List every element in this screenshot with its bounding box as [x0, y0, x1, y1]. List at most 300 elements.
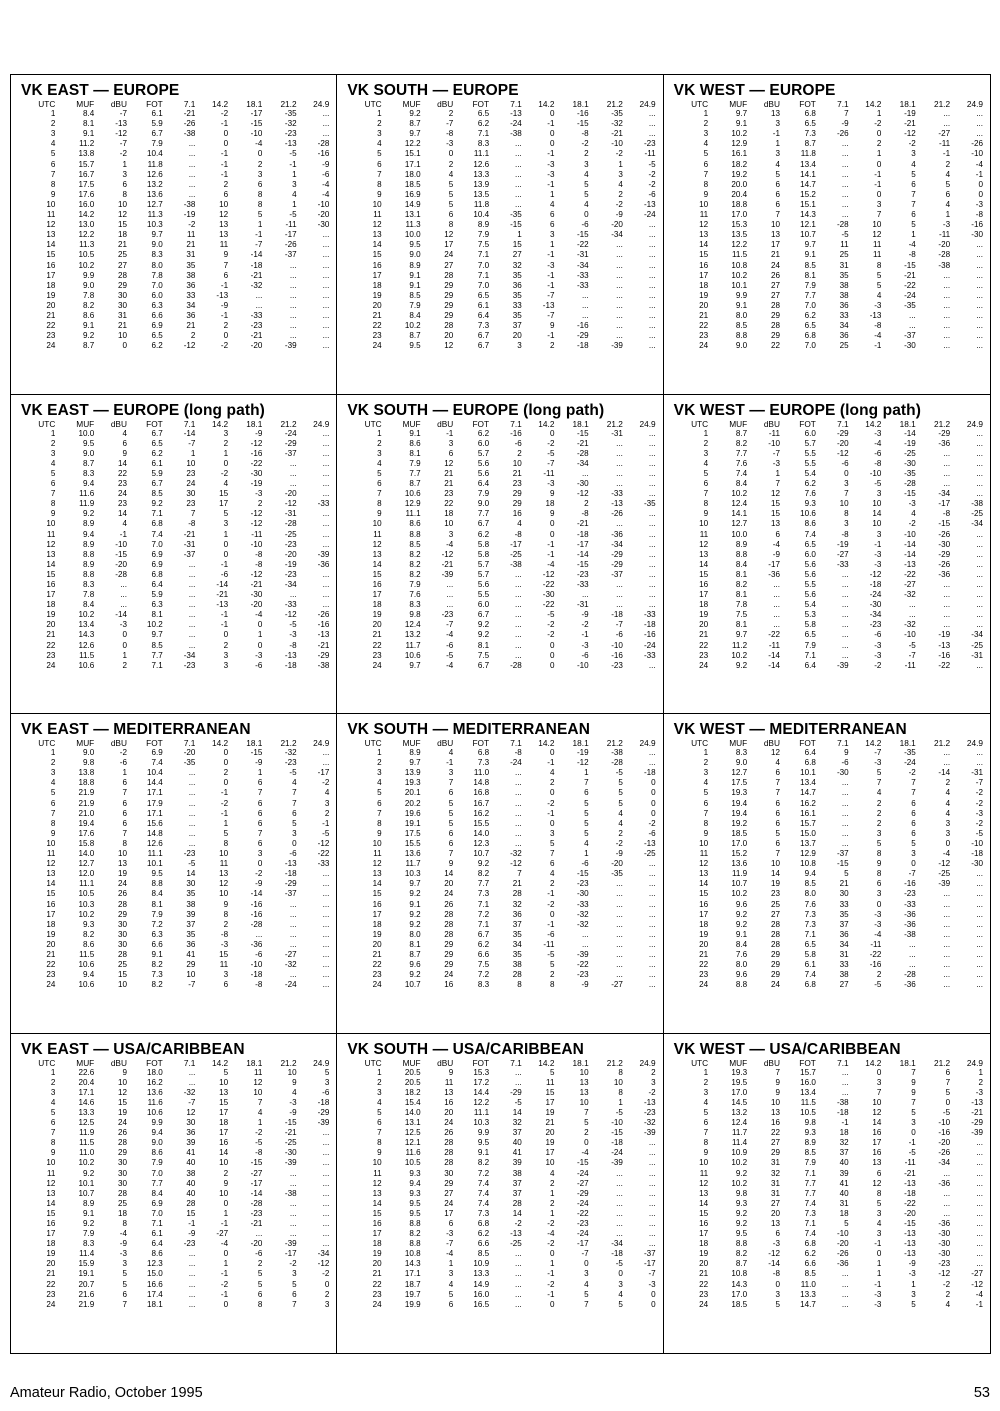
table-cell: 3 — [549, 828, 555, 838]
table-cell: 0 — [945, 1097, 951, 1107]
table-cell: -8 — [942, 509, 951, 519]
column-header: MUF — [76, 99, 95, 109]
table-cell: 11.6 — [405, 1148, 421, 1158]
table-cell: -10 — [250, 960, 263, 970]
table-row — [674, 170, 986, 180]
table-cell: 5 — [703, 1107, 709, 1117]
table-cell: ... — [943, 468, 951, 478]
table-cell: -33 — [576, 899, 589, 909]
table-cell: -22 — [768, 630, 780, 640]
table-row — [21, 809, 332, 819]
table-cell: ... — [581, 939, 589, 949]
table-cell: 11.1 — [79, 879, 95, 889]
table-cell: 8.8 — [83, 569, 95, 579]
table-cell: 38 — [186, 1168, 196, 1178]
table-cell: 20 — [46, 1259, 56, 1269]
table-cell: ... — [289, 1198, 297, 1208]
table-cell: 0 — [584, 1259, 589, 1269]
table-cell: 6.5 — [151, 331, 163, 341]
table-cell: ... — [188, 1077, 196, 1087]
table-cell: -1 — [220, 1219, 229, 1228]
column-header: MUF — [729, 1057, 748, 1068]
table-cell: 5 — [876, 838, 882, 848]
table-cell: 23 — [117, 479, 127, 489]
table-cell: 16 — [872, 1128, 882, 1138]
table-cell: 10 — [872, 1097, 882, 1107]
table-cell: -27 — [938, 129, 951, 139]
table-cell: 7.9 — [409, 300, 421, 310]
table-cell: ... — [648, 260, 656, 270]
table-row — [347, 580, 658, 590]
table-cell: ... — [515, 818, 522, 828]
table-cell: 6.2 — [804, 310, 816, 320]
table-cell: 9.5 — [83, 438, 95, 448]
table-cell: -23 — [576, 879, 589, 889]
table-cell: ... — [841, 590, 849, 600]
table-cell: -23 — [938, 1259, 951, 1269]
table-cell: -30 — [904, 458, 916, 468]
table-cell: 10 — [372, 838, 382, 848]
table-cell: ... — [322, 1208, 330, 1218]
table-cell: -1 — [220, 808, 229, 818]
table-cell: -38 — [183, 199, 196, 209]
table-cell: 17 — [46, 909, 56, 919]
table-cell: 0 — [651, 1289, 656, 1299]
table-cell: 16 — [872, 1148, 882, 1158]
table-cell: -39 — [576, 949, 589, 959]
table-cell: 11.5 — [79, 1138, 95, 1148]
table-cell: ... — [616, 310, 623, 320]
table-cell: ... — [515, 189, 522, 199]
table-cell: 13.6 — [731, 859, 748, 869]
table-row — [21, 829, 332, 839]
table-cell: 13.3 — [473, 169, 490, 179]
column-header: UTC — [364, 738, 382, 748]
table-cell: 7.7 — [151, 1178, 163, 1188]
table-cell: 8.2 — [735, 580, 748, 589]
table-cell: -17 — [768, 559, 780, 569]
table-cell: 20 — [444, 1107, 454, 1117]
table-cell: 36 — [186, 280, 196, 290]
table-cell: 23 — [512, 479, 522, 489]
table-cell: 1 — [223, 529, 229, 539]
table-cell: 9.3 — [804, 1128, 816, 1138]
table-cell: 31 — [839, 260, 849, 270]
table-cell: 11 — [46, 529, 56, 539]
table-row — [674, 530, 986, 540]
table-cell: 6 — [911, 798, 916, 808]
table-cell: 5 — [911, 1107, 916, 1117]
table-cell: 8 — [448, 220, 454, 230]
table-cell: 24 — [699, 341, 709, 351]
table-cell: 20 — [545, 1128, 555, 1138]
table-row — [347, 129, 658, 139]
table-cell: 8.3 — [409, 600, 421, 610]
footer-publication: Amateur Radio, October 1995 — [10, 1385, 203, 1401]
table-cell: 30 — [117, 290, 127, 300]
table-row — [674, 1158, 986, 1168]
table-cell: 8 — [876, 1188, 882, 1198]
table-cell: ... — [976, 448, 983, 458]
table-cell: 12 — [699, 1178, 709, 1188]
table-cell: 10 — [579, 1067, 589, 1077]
table-cell: 4 — [448, 169, 454, 179]
table-cell: 2 — [50, 119, 56, 129]
table-cell: 9.2 — [735, 1219, 748, 1228]
table-cell: 33 — [839, 960, 849, 970]
table-row — [674, 651, 986, 661]
table-cell: 25 — [839, 341, 849, 351]
table-cell: -7 — [119, 139, 127, 149]
table-cell: 7.0 — [804, 341, 816, 351]
table-cell: 6 — [703, 1118, 709, 1128]
table-cell: 7.9 — [477, 489, 490, 499]
table-cell: -39 — [971, 1128, 983, 1138]
table-cell: 13.8 — [78, 149, 95, 159]
table-row — [347, 180, 658, 190]
table-cell: -2 — [615, 838, 623, 848]
table-cell: 3 — [324, 1299, 330, 1309]
table-cell: ... — [841, 600, 849, 610]
table-row — [674, 1088, 986, 1098]
table-row — [347, 1199, 658, 1209]
table-cell: 17.6 — [78, 828, 95, 838]
table-cell: 3 — [223, 970, 229, 980]
table-cell: 3 — [448, 1269, 454, 1279]
table-cell: 10.2 — [731, 889, 748, 899]
table-cell: 8.5 — [409, 539, 421, 549]
table-cell: 7.0 — [151, 1208, 163, 1218]
table-cell: 8.2 — [477, 869, 490, 879]
table-cell: -2 — [648, 169, 656, 179]
table-cell: 1 — [876, 1259, 882, 1269]
table-cell: -5 — [322, 828, 330, 838]
table-cell: 2 — [324, 1289, 330, 1299]
table-cell: 7.8 — [83, 290, 95, 300]
table-cell: -37 — [904, 331, 916, 341]
table-cell: 14.7 — [800, 1299, 816, 1309]
table-cell: 20 — [46, 620, 56, 630]
table-cell: 3 — [448, 438, 454, 448]
table-cell: ... — [943, 1188, 951, 1198]
table-cell: 7.9 — [804, 640, 816, 650]
table-cell: -12 — [250, 438, 263, 448]
column-header: 24.9 — [639, 99, 656, 109]
table-cell: 1 — [223, 448, 229, 458]
table-cell: 2 — [584, 149, 589, 159]
table-cell: 23 — [372, 1289, 382, 1299]
table-cell: -2 — [289, 1259, 297, 1269]
table-cell: 9.1 — [409, 270, 421, 280]
table-cell: ... — [976, 1259, 983, 1269]
table-cell: -1 — [975, 1299, 983, 1309]
table-cell: ... — [322, 438, 330, 448]
table-row — [674, 600, 986, 610]
table-cell: 4 — [703, 1097, 709, 1107]
column-header: 18.1 — [246, 1057, 263, 1068]
table-row — [347, 119, 658, 129]
table-cell: 7.9 — [151, 1158, 163, 1168]
table-cell: 13 — [219, 869, 229, 879]
table-cell: -7 — [547, 290, 555, 300]
table-cell: 29 — [770, 949, 780, 959]
table-cell: 23 — [186, 499, 196, 509]
table-row — [21, 230, 332, 240]
table-cell: 3 — [945, 818, 951, 828]
column-header: 18.1 — [899, 99, 916, 109]
table-row — [21, 1158, 332, 1168]
table-cell: ... — [943, 1198, 951, 1208]
table-cell: ... — [943, 580, 951, 589]
table-cell: 1 — [549, 1188, 555, 1198]
table-cell: 11.6 — [79, 489, 95, 499]
table-cell: ... — [616, 960, 623, 970]
table-header-row — [674, 738, 986, 748]
table-cell: 3 — [945, 828, 951, 838]
table-cell: 7.7 — [151, 650, 163, 660]
table-cell: 28 — [444, 1148, 454, 1158]
table-cell: 11.0 — [79, 1148, 95, 1158]
table-cell: 12.3 — [473, 838, 490, 848]
table-cell: ... — [648, 660, 656, 670]
table-cell: ... — [322, 539, 330, 549]
table-cell: -16 — [510, 428, 522, 438]
table-cell: 30 — [117, 300, 127, 310]
table-row — [21, 910, 332, 920]
table-cell: -21 — [183, 109, 196, 119]
table-cell: -13 — [542, 300, 555, 310]
table-row — [21, 778, 332, 788]
table-cell: -4 — [322, 189, 330, 199]
table-cell: -3 — [874, 559, 882, 569]
table-cell: 9.1 — [151, 949, 163, 959]
table-cell: ... — [289, 260, 297, 270]
table-cell: 12.2 — [731, 240, 748, 250]
table-cell: 13 — [219, 230, 229, 240]
table-cell: 3 — [618, 169, 623, 179]
table-cell: 20.1 — [404, 788, 421, 798]
table-cell: -3 — [289, 630, 297, 640]
table-cell: 9 — [844, 748, 849, 758]
table-cell: -15 — [938, 519, 951, 529]
table-cell: 15.8 — [78, 838, 95, 848]
panel-title: VK WEST — MEDITERRANEAN — [673, 721, 907, 738]
table-cell: ... — [648, 240, 656, 250]
table-cell: 22 — [372, 1279, 382, 1289]
table-cell: ... — [976, 620, 983, 630]
table-cell: ... — [648, 331, 656, 341]
table-cell: ... — [616, 1178, 623, 1188]
table-cell: 40 — [186, 1178, 196, 1188]
table-cell: 38 — [839, 290, 849, 300]
table-cell: 10.4 — [146, 149, 163, 159]
table-cell: 35 — [186, 260, 196, 270]
table-cell: -2 — [874, 119, 882, 129]
table-cell: ... — [581, 290, 589, 300]
table-cell: 37 — [512, 919, 522, 929]
table-row — [347, 1169, 658, 1179]
table-cell: 2 — [549, 1198, 555, 1208]
table-cell: 5 — [377, 468, 382, 478]
table-cell: 6.1 — [477, 300, 490, 310]
table-cell: 9.2 — [735, 1168, 748, 1178]
table-cell: -26 — [938, 529, 951, 539]
table-cell: 28 — [512, 1198, 522, 1208]
table-cell: -6 — [648, 189, 656, 199]
table-cell: -6 — [841, 758, 849, 768]
table-cell: 8.3 — [477, 980, 490, 990]
table-cell: 14.8 — [146, 828, 163, 838]
table-cell: 23 — [699, 650, 709, 660]
table-cell: -6 — [322, 169, 330, 179]
table-cell: 7.7 — [804, 1178, 816, 1188]
table-cell: -8 — [188, 519, 196, 529]
table-cell: 36 — [512, 909, 522, 919]
table-cell: 6 — [122, 808, 127, 818]
table-cell: 6.9 — [151, 748, 163, 758]
table-cell: -13 — [317, 630, 330, 640]
table-cell: 22 — [699, 1279, 709, 1289]
table-cell: 9 — [703, 189, 709, 199]
table-cell: -25 — [643, 849, 656, 859]
table-cell: 8.4 — [735, 559, 748, 569]
table-cell: ... — [841, 808, 849, 818]
table-cell: 3 — [377, 129, 382, 139]
table-cell: 7 — [876, 778, 882, 788]
table-cell: -16 — [250, 448, 263, 458]
table-cell: -1 — [220, 280, 229, 290]
propagation-panel — [337, 1034, 663, 1354]
table-cell: -12 — [542, 569, 555, 579]
table-cell: 9.5 — [409, 1208, 421, 1218]
table-cell: -38 — [284, 1188, 297, 1198]
table-cell: 4 — [945, 808, 951, 818]
table-cell: ... — [616, 250, 623, 260]
table-row — [21, 610, 332, 620]
table-cell: -2 — [908, 519, 916, 529]
table-cell: 7 — [844, 109, 849, 119]
table-cell: ... — [909, 600, 916, 610]
column-header: 7.1 — [183, 418, 196, 429]
table-cell: ... — [188, 179, 196, 189]
table-cell: -23 — [576, 569, 589, 579]
table-cell: 7.1 — [804, 650, 816, 660]
table-cell: 20.7 — [78, 1279, 95, 1289]
table-cell: 5.6 — [477, 458, 490, 468]
table-cell: ... — [976, 1148, 983, 1158]
table-cell: -21 — [904, 1168, 916, 1178]
table-cell: -3 — [874, 758, 882, 768]
table-cell: 10.2 — [731, 650, 748, 660]
table-cell: 17 — [699, 909, 709, 919]
table-cell: 29 — [186, 960, 196, 970]
table-cell: 10.7 — [78, 1188, 95, 1198]
table-cell: ... — [976, 949, 983, 959]
table-cell: 36 — [186, 1128, 196, 1138]
table-cell: -5 — [255, 1138, 263, 1148]
table-cell: 40 — [186, 1158, 196, 1168]
table-cell: 35 — [512, 949, 522, 959]
table-cell: -9 — [255, 428, 263, 438]
table-cell: 9.0 — [151, 1138, 163, 1148]
table-cell: 16 — [46, 580, 56, 589]
table-row — [347, 519, 658, 529]
table-cell: -21 — [250, 270, 263, 280]
table-cell: -1 — [547, 539, 555, 549]
table-cell: -16 — [317, 620, 330, 630]
table-cell: 13.5 — [731, 230, 748, 240]
table-row — [674, 1128, 986, 1138]
table-cell: 27 — [770, 1138, 780, 1148]
table-cell: -26 — [836, 1249, 849, 1259]
table-row — [347, 550, 658, 560]
table-cell: 7 — [911, 788, 916, 798]
table-cell: 9.3 — [83, 919, 95, 929]
table-cell: 6 — [377, 479, 382, 489]
table-cell: ... — [976, 331, 983, 341]
table-cell: -2 — [874, 660, 882, 670]
table-row — [21, 630, 332, 640]
table-cell: 12.6 — [146, 169, 163, 179]
table-cell: 4 — [549, 199, 555, 209]
table-cell: 19.4 — [731, 798, 748, 808]
table-cell: -34 — [869, 610, 882, 620]
table-cell: -23 — [576, 1219, 589, 1228]
table-cell: 5 — [876, 1198, 882, 1208]
table-cell: -1 — [874, 1279, 882, 1289]
table-cell: 8.9 — [477, 220, 490, 230]
table-cell: ... — [841, 569, 849, 579]
table-cell: -12 — [183, 341, 196, 351]
table-cell: ... — [616, 919, 623, 929]
table-cell: 29 — [512, 489, 522, 499]
table-cell: -34 — [576, 260, 589, 270]
table-cell: 7.2 — [477, 1168, 490, 1178]
table-cell: -6 — [289, 849, 297, 859]
table-cell: 1 — [618, 1097, 623, 1107]
table-cell: 6.5 — [477, 109, 490, 119]
table-cell: 21 — [699, 949, 709, 959]
table-cell: ... — [188, 788, 196, 798]
table-cell: 7.0 — [151, 1168, 163, 1178]
table-cell: 5 — [257, 1279, 263, 1289]
table-cell: -2 — [220, 109, 229, 119]
table-row — [347, 560, 658, 570]
table-cell: ... — [322, 428, 330, 438]
table-cell: 14 — [46, 559, 56, 569]
table-cell: 23 — [699, 331, 709, 341]
propagation-table — [347, 738, 658, 990]
table-row — [674, 1249, 986, 1259]
table-cell: 2 — [257, 499, 263, 509]
table-cell: 5 — [50, 149, 56, 159]
column-header: 14.2 — [538, 1057, 555, 1068]
table-cell: ... — [515, 149, 522, 159]
table-cell: 10.2 — [731, 1178, 748, 1188]
table-cell: ... — [943, 331, 951, 341]
table-cell: ... — [648, 310, 656, 320]
table-cell: 4 — [618, 808, 623, 818]
table-cell: 14.3 — [404, 1259, 421, 1269]
table-cell: 16.1 — [800, 808, 816, 818]
table-cell: 4 — [945, 798, 951, 808]
table-cell: 9 — [876, 859, 882, 869]
table-cell: 6.0 — [804, 549, 816, 559]
table-row — [21, 119, 332, 129]
table-cell: -20 — [317, 210, 330, 220]
table-cell: -28 — [250, 919, 263, 929]
table-cell: ... — [322, 1198, 330, 1208]
